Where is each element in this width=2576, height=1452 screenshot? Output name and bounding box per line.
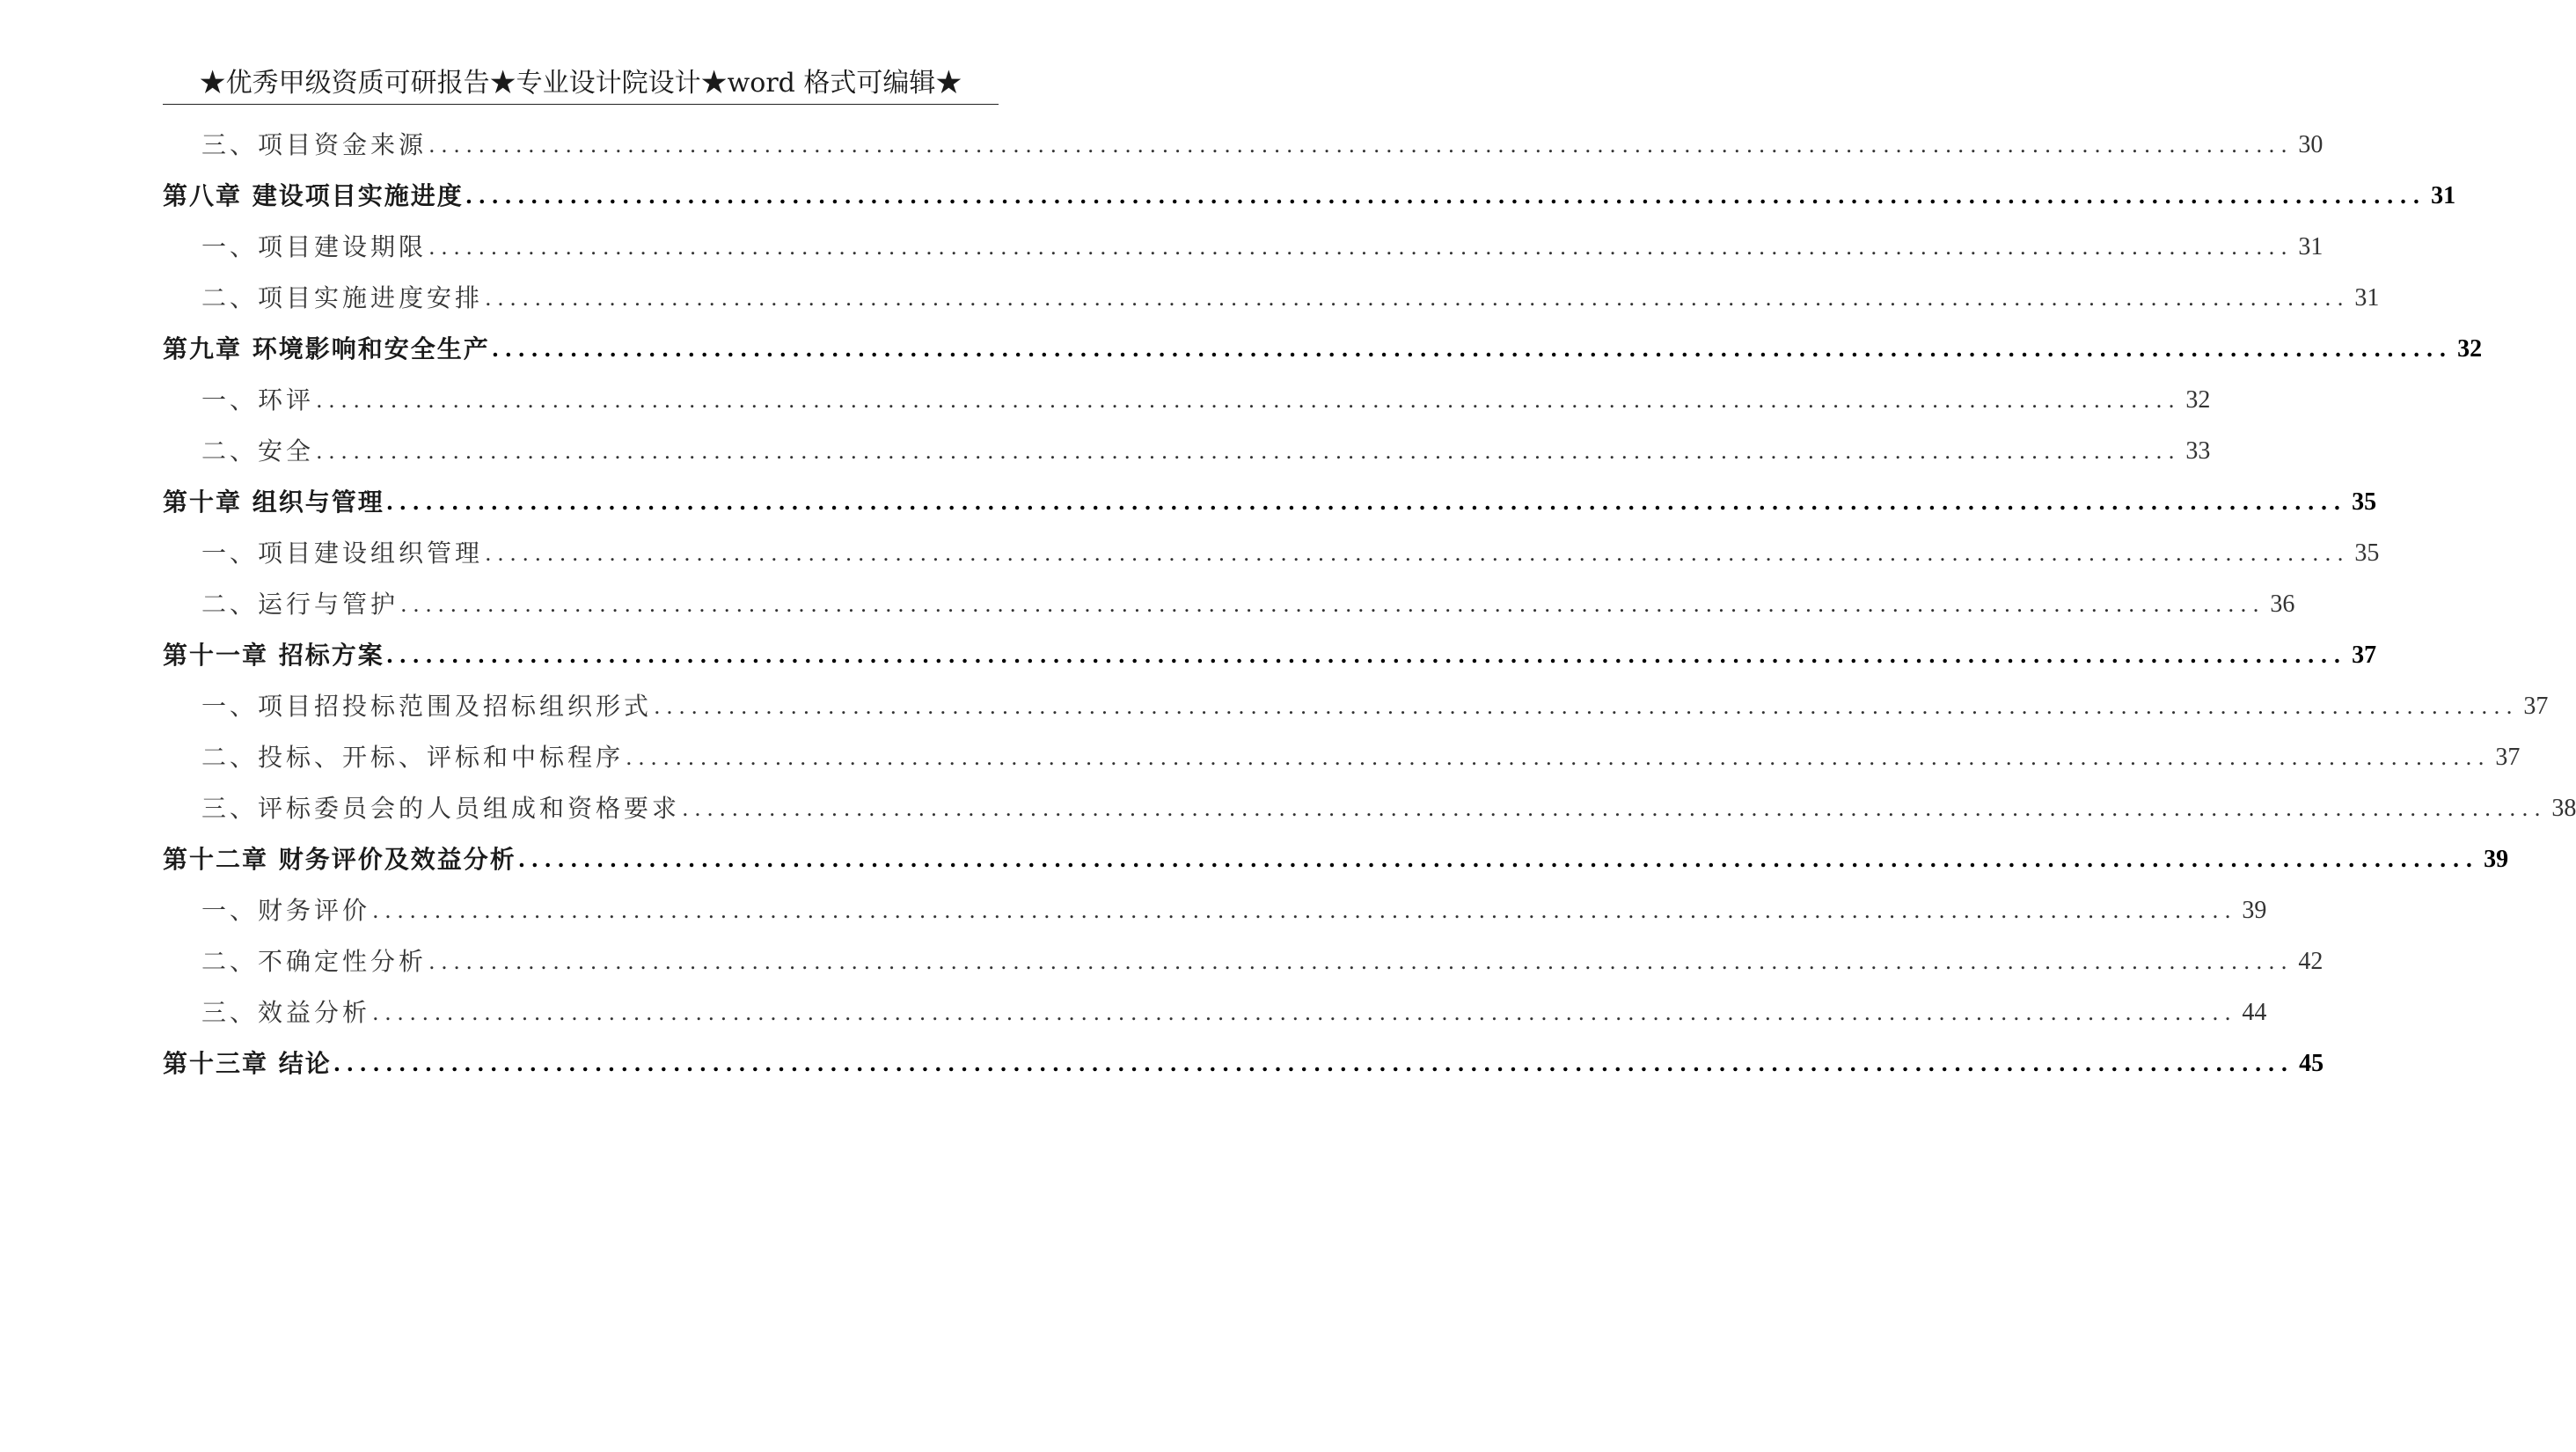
toc-chapter-title: 第十章 组织与管理	[163, 488, 384, 517]
toc-dot-leader: ......................................................................................................................................................	[400, 592, 2265, 617]
toc-entry[interactable]	[163, 120, 2324, 171]
toc-page-number: 32	[2185, 386, 2211, 414]
toc-dot-leader: ......................................................................................................................................................	[517, 847, 2479, 872]
toc-page-number: 42	[2298, 948, 2324, 975]
toc-dot-leader: ......................................................................................................................................................	[333, 1051, 2294, 1076]
toc-entry[interactable]	[163, 885, 2267, 936]
toc-page-number: 35	[2354, 539, 2380, 567]
toc-dot-leader: ......................................................................................................................................................	[682, 796, 2547, 821]
toc-dot-leader: ......................................................................................................................................................	[485, 286, 2350, 311]
toc-page-number: 31	[2298, 233, 2324, 260]
toc-dot-leader: ......................................................................................................................................................	[372, 1001, 2237, 1025]
header-divider	[163, 104, 999, 105]
toc-page-number: 35	[2352, 488, 2377, 516]
toc-chapter-entry[interactable]	[163, 630, 2377, 681]
toc-page-number: 37	[2495, 744, 2521, 771]
toc-chapter-entry[interactable]	[163, 324, 2483, 375]
toc-page-number: 32	[2457, 335, 2483, 363]
toc-chapter-title: 第十三章 结论	[163, 1049, 332, 1078]
toc-dot-leader: ......................................................................................................................................................	[491, 336, 2453, 362]
toc-page-number: 37	[2352, 642, 2377, 669]
toc-dot-leader: ......................................................................................................................................................	[465, 183, 2426, 209]
toc-page-number: 31	[2354, 284, 2380, 312]
toc-dot-leader: ......................................................................................................................................................	[626, 745, 2491, 770]
toc-dot-leader: ......................................................................................................................................................	[428, 235, 2294, 260]
toc-entry[interactable]	[163, 273, 2380, 324]
toc-page-number: 37	[2523, 693, 2549, 720]
toc-dot-leader: ......................................................................................................................................................	[654, 694, 2519, 719]
toc-chapter-entry[interactable]	[163, 1038, 2324, 1089]
toc-entry[interactable]	[163, 426, 2211, 477]
toc-dot-leader: ......................................................................................................................................................	[385, 642, 2347, 668]
toc-entry[interactable]	[163, 375, 2211, 426]
toc-dot-leader: ......................................................................................................................................................	[316, 439, 2181, 464]
toc-entry[interactable]	[163, 528, 2380, 579]
toc-page-number: 45	[2299, 1050, 2324, 1077]
toc-dot-leader: ......................................................................................................................................................	[428, 133, 2294, 158]
toc-entry[interactable]	[163, 681, 2549, 732]
toc-chapter-entry[interactable]	[163, 477, 2377, 528]
toc-dot-leader: ......................................................................................................................................................	[372, 898, 2237, 923]
toc-entry-title: 二、投标、开标、评标和中标程序	[201, 743, 625, 772]
toc-entry[interactable]	[163, 222, 2324, 273]
toc-entry-title: 一、项目建设组织管理	[201, 539, 484, 568]
toc-page-number: 30	[2298, 131, 2324, 158]
toc-entry-title: 二、项目实施进度安排	[201, 283, 484, 312]
table-of-contents	[163, 120, 2576, 1089]
toc-chapter-entry[interactable]	[163, 171, 2456, 222]
toc-entry-title: 三、评标委员会的人员组成和资格要求	[201, 794, 681, 823]
toc-entry-title: 三、效益分析	[201, 998, 371, 1027]
toc-page-number: 38	[2551, 795, 2576, 822]
toc-entry-title: 一、环评	[201, 385, 315, 414]
toc-entry[interactable]	[163, 987, 2267, 1038]
toc-entry-title: 一、财务评价	[201, 896, 371, 925]
page-header: ★优秀甲级资质可研报告★专业设计院设计★word 格式可编辑★	[199, 68, 962, 99]
toc-entry-title: 一、项目建设期限	[201, 232, 428, 261]
toc-entry[interactable]	[163, 783, 2576, 834]
toc-chapter-title: 第十一章 招标方案	[163, 641, 384, 670]
toc-chapter-title: 第十二章 财务评价及效益分析	[163, 845, 516, 874]
toc-page-number: 31	[2431, 182, 2456, 209]
toc-entry[interactable]	[163, 936, 2324, 987]
toc-page-number: 36	[2270, 590, 2295, 618]
toc-chapter-entry[interactable]	[163, 834, 2509, 885]
toc-chapter-title: 第八章 建设项目实施进度	[163, 181, 464, 210]
toc-page-number: 33	[2185, 437, 2211, 465]
toc-entry-title: 一、项目招投标范围及招标组织形式	[201, 692, 653, 721]
toc-entry-title: 二、不确定性分析	[201, 947, 428, 976]
toc-entry-title: 二、安全	[201, 436, 315, 466]
toc-chapter-title: 第九章 环境影响和安全生产	[163, 334, 490, 363]
toc-dot-leader: ......................................................................................................................................................	[316, 388, 2181, 413]
toc-entry[interactable]	[163, 579, 2295, 630]
toc-page-number: 44	[2242, 999, 2267, 1026]
toc-page-number: 39	[2484, 846, 2509, 873]
toc-dot-leader: ......................................................................................................................................................	[385, 489, 2347, 515]
toc-entry-title: 三、项目资金来源	[201, 130, 428, 159]
toc-entry[interactable]	[163, 732, 2521, 783]
toc-dot-leader: ......................................................................................................................................................	[485, 541, 2350, 566]
toc-page-number: 39	[2242, 897, 2267, 924]
toc-entry-title: 二、运行与管护	[201, 590, 399, 619]
toc-dot-leader: ......................................................................................................................................................	[428, 950, 2294, 974]
